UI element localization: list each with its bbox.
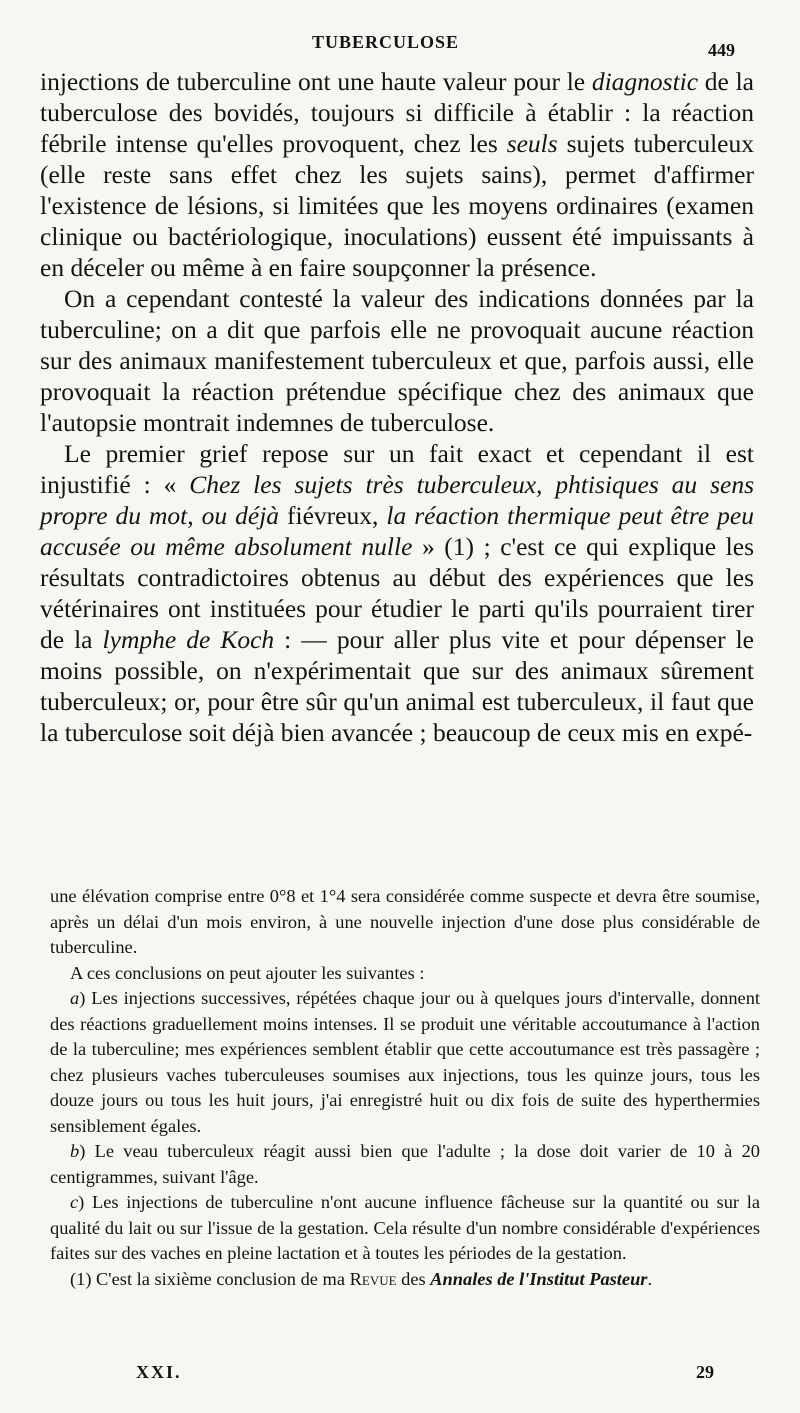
- signature-mark: XXI.: [136, 1362, 182, 1382]
- note-item-a: a) Les injections successives, répétées chaque jour ou à quelques jours d'intervalle, donnent des réactions graduellement moins intenses. Il se produit une véritable accoutumance à l'action de la tuberculine; mes expériences semblent établir que cette accoutumance est très passagère ; chez plusieurs vaches tuberculeuses soumises aux injections, tous les quinze jours, tous les douze jours ou tous les huit jours, j'ai enregistré huit ou dix fois de suite des hyperthermies sensiblement égales.: [50, 988, 760, 1136]
- note-intro: A ces conclusions on peut ajouter les suivantes :: [70, 962, 425, 983]
- page-header: [0, 30, 800, 58]
- emphasis-lymphe-de-koch: lymphe de Koch: [102, 625, 275, 654]
- quote-italic-3: la réaction thermique peut être peu accusée ou même absolument nulle: [40, 501, 754, 561]
- note-item-c: c) Les injections de tuberculine n'ont aucune influence fâcheuse sur la quantité ou sur la qualité du lait ou sur l'issue de la gestation. Cela résulte d'un nombre considérable d'expériences faites sur des vaches en pleine lactation et à toutes les périodes de la gestation.: [50, 1192, 760, 1263]
- footnote-1: (1) C'est la sixième conclusion de ma Revue des Annales de l'Institut Pasteur.: [70, 1268, 653, 1289]
- paragraph-first-grievance: Le premier grief repose sur un fait exact et cependant il est injustifié : « Chez les sujets très tuberculeux, phtisiques au sens propre du mot, ou déjà fiévreux, la réaction thermique peut être peu accusée ou même absolument nulle » (1) ; c'est ce qui explique les résultats contradictoires obtenus au début des expériences que les vétérinaires ont instituées pour étudier le parti qu'ils pourraient tirer de la lymphe de Koch : — pour aller plus vite et pour dépenser le moins possible, on n'expérimentait que sur des animaux sûrement tuberculeux; or, pour être sûr qu'un animal est tuberculeux, il faut que la tuberculose soit déjà bien avancée ; beaucoup de ceux mis en expé-: [40, 439, 754, 747]
- main-text: [40, 66, 754, 748]
- paragraph-continued: injections de tuberculine ont une haute valeur pour le diagnostic de la tuberculose des bovidés, toujours si difficile à établir : la réaction fébrile intense qu'elles provoquent, chez les seuls sujets tuberculeux (elle reste sans effet chez les sujets sains), permet d'affirmer l'existence de lésions, si limitées que les moyens ordinaires (examen clinique ou bactériologique, inoculations) eussent été impuissants à en déceler ou même à en faire soupçonner la présence.: [40, 67, 754, 282]
- page-footer: [0, 1362, 800, 1392]
- emphasis-diagnostic: diagnostic: [591, 67, 699, 96]
- quote-italic-1: Chez les sujets très tuberculeux, phtisiques au sens propre du mot: [40, 470, 754, 530]
- note-item-b: b) Le veau tuberculeux réagit aussi bien que l'adulte ; la dose doit varier de 10 à 20 centigrammes, suivant l'âge.: [50, 1141, 760, 1187]
- sheet-number: 29: [696, 1362, 714, 1382]
- paragraph-objection: On a cependant contesté la valeur des indications données par la tuberculine; on a dit que parfois elle ne provoquait aucune réaction sur des animaux manifestement tuberculeux et que, parfois aussi, elle provoquait la réaction prétendue spécifique chez des animaux que l'autopsie montrait indemnes de tuberculose.: [40, 284, 754, 437]
- footnotes: [50, 884, 760, 1292]
- running-title: TUBERCULOSE: [312, 32, 460, 52]
- note-continued: une élévation comprise entre 0°8 et 1°4 sera considérée comme suspecte et devra être soumise, après un délai d'un mois environ, à une nouvelle injection d'une dose plus considérable de tuberculine.: [50, 886, 760, 957]
- page-number: 449: [708, 40, 735, 60]
- emphasis-seuls: seuls: [506, 129, 558, 158]
- quote-italic-2: ou déjà: [201, 501, 280, 530]
